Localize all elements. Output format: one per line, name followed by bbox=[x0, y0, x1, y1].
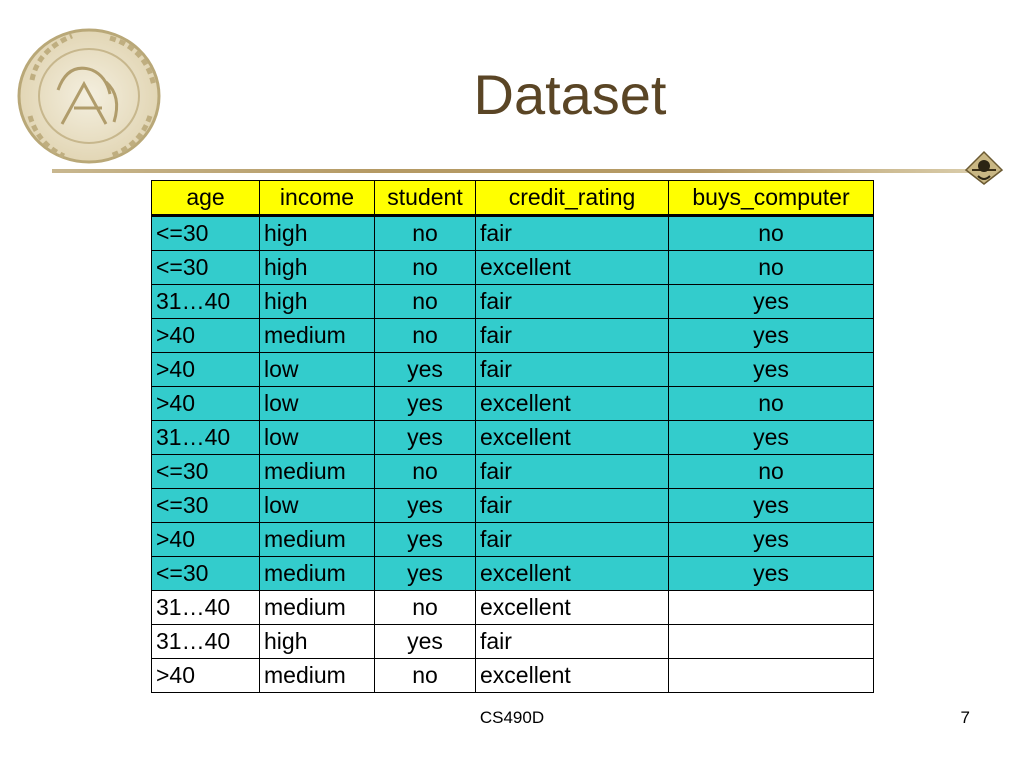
cell-credit-rating: fair bbox=[476, 285, 669, 319]
cell-buys-computer: no bbox=[669, 387, 874, 421]
cell-credit-rating: excellent bbox=[476, 659, 669, 693]
table-row bbox=[152, 659, 874, 693]
header-income: income bbox=[260, 181, 375, 216]
cell-income: high bbox=[260, 625, 375, 659]
header-buys-computer: buys_computer bbox=[669, 181, 874, 216]
cell-credit-rating: excellent bbox=[476, 591, 669, 625]
dataset-table-container bbox=[151, 180, 874, 693]
cell-student: yes bbox=[375, 557, 476, 591]
cell-buys-computer: yes bbox=[669, 285, 874, 319]
cell-age: >40 bbox=[152, 387, 260, 421]
cell-income: high bbox=[260, 285, 375, 319]
cell-buys-computer: no bbox=[669, 251, 874, 285]
page-number: 7 bbox=[960, 708, 970, 727]
table-header-row bbox=[152, 181, 874, 216]
header-credit-rating: credit_rating bbox=[476, 181, 669, 216]
table-row bbox=[152, 557, 874, 591]
cell-student: no bbox=[375, 591, 476, 625]
table-row bbox=[152, 421, 874, 455]
cell-credit-rating: fair bbox=[476, 216, 669, 251]
cell-age: >40 bbox=[152, 319, 260, 353]
cell-student: no bbox=[375, 319, 476, 353]
cell-credit-rating: fair bbox=[476, 489, 669, 523]
table-row bbox=[152, 387, 874, 421]
cell-credit-rating: excellent bbox=[476, 251, 669, 285]
cell-student: no bbox=[375, 251, 476, 285]
cell-student: no bbox=[375, 285, 476, 319]
cell-income: low bbox=[260, 353, 375, 387]
cell-credit-rating: fair bbox=[476, 625, 669, 659]
cell-age: <=30 bbox=[152, 216, 260, 251]
cell-income: high bbox=[260, 251, 375, 285]
purdue-seal-logo bbox=[10, 20, 168, 168]
table-row bbox=[152, 455, 874, 489]
cell-student: yes bbox=[375, 421, 476, 455]
cell-income: medium bbox=[260, 523, 375, 557]
slide-title: Dataset bbox=[473, 63, 667, 126]
cell-age: >40 bbox=[152, 659, 260, 693]
table-row bbox=[152, 625, 874, 659]
title-divider bbox=[52, 169, 974, 173]
cell-student: yes bbox=[375, 489, 476, 523]
cell-student: no bbox=[375, 659, 476, 693]
cell-student: yes bbox=[375, 387, 476, 421]
cell-age: <=30 bbox=[152, 455, 260, 489]
cell-income: medium bbox=[260, 591, 375, 625]
cell-credit-rating: excellent bbox=[476, 421, 669, 455]
cell-income: medium bbox=[260, 659, 375, 693]
slide-footer: CS490D bbox=[479, 708, 545, 727]
table-row bbox=[152, 523, 874, 557]
cell-buys-computer: no bbox=[669, 455, 874, 489]
dataset-table bbox=[151, 180, 874, 693]
cell-student: yes bbox=[375, 523, 476, 557]
table-row bbox=[152, 319, 874, 353]
cell-income: high bbox=[260, 216, 375, 251]
cell-credit-rating: fair bbox=[476, 455, 669, 489]
cell-buys-computer bbox=[669, 625, 874, 659]
cell-age: 31…40 bbox=[152, 625, 260, 659]
cell-income: medium bbox=[260, 557, 375, 591]
cell-age: <=30 bbox=[152, 557, 260, 591]
header-age: age bbox=[152, 181, 260, 216]
table-row bbox=[152, 489, 874, 523]
cell-buys-computer bbox=[669, 659, 874, 693]
cell-buys-computer: yes bbox=[669, 319, 874, 353]
table-body bbox=[152, 216, 874, 693]
cell-age: >40 bbox=[152, 353, 260, 387]
cell-age: 31…40 bbox=[152, 591, 260, 625]
cell-credit-rating: excellent bbox=[476, 557, 669, 591]
cell-income: low bbox=[260, 489, 375, 523]
cell-age: 31…40 bbox=[152, 285, 260, 319]
cell-age: <=30 bbox=[152, 489, 260, 523]
cell-student: no bbox=[375, 216, 476, 251]
cell-age: <=30 bbox=[152, 251, 260, 285]
cell-buys-computer: yes bbox=[669, 489, 874, 523]
cell-student: no bbox=[375, 455, 476, 489]
cell-buys-computer: yes bbox=[669, 353, 874, 387]
header-student: student bbox=[375, 181, 476, 216]
table-row bbox=[152, 591, 874, 625]
cell-age: >40 bbox=[152, 523, 260, 557]
table-row bbox=[152, 285, 874, 319]
cell-student: yes bbox=[375, 353, 476, 387]
purdue-crest-icon bbox=[962, 146, 1006, 190]
cell-credit-rating: excellent bbox=[476, 387, 669, 421]
cell-credit-rating: fair bbox=[476, 353, 669, 387]
cell-buys-computer bbox=[669, 591, 874, 625]
cell-income: low bbox=[260, 421, 375, 455]
cell-income: medium bbox=[260, 455, 375, 489]
cell-buys-computer: yes bbox=[669, 557, 874, 591]
cell-age: 31…40 bbox=[152, 421, 260, 455]
cell-buys-computer: no bbox=[669, 216, 874, 251]
table-row bbox=[152, 251, 874, 285]
cell-income: low bbox=[260, 387, 375, 421]
cell-credit-rating: fair bbox=[476, 523, 669, 557]
table-row bbox=[152, 353, 874, 387]
cell-credit-rating: fair bbox=[476, 319, 669, 353]
cell-buys-computer: yes bbox=[669, 523, 874, 557]
cell-income: medium bbox=[260, 319, 375, 353]
table-row bbox=[152, 216, 874, 251]
cell-buys-computer: yes bbox=[669, 421, 874, 455]
cell-student: yes bbox=[375, 625, 476, 659]
